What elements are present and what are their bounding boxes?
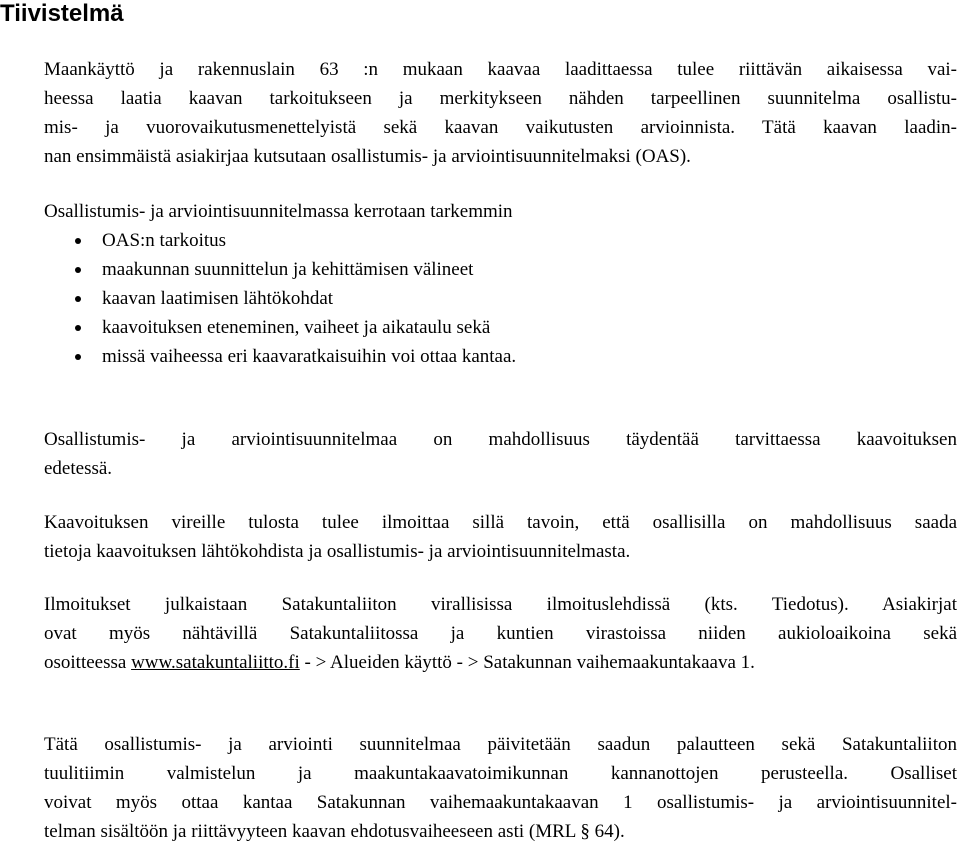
paragraph-line: Ilmoitukset julkaistaan Satakuntaliiton virallisissa ilmoituslehdissä (kts. Tiedotus). Asiakirjat (44, 594, 957, 615)
oas-contents-intro: Osallistumis- ja arviointisuunnitelmassa kerrotaan tarkemmin (44, 201, 513, 222)
list-item-text: kaavan laatimisen lähtökohdat (102, 288, 334, 309)
bullet-icon (75, 238, 81, 244)
bullet-icon (75, 354, 81, 360)
page-title: Tiivistelmä (0, 0, 124, 27)
paragraph-line: Tätä osallistumis- ja arviointi suunnitelmaa päivitetään saadun palautteen sekä Satakuntaliiton (44, 734, 957, 755)
paragraph-line: edetessä. (44, 458, 113, 479)
bullet-icon (75, 267, 81, 273)
list-item-text: kaavoituksen eteneminen, vaiheet ja aikataulu sekä (102, 317, 491, 338)
paragraph-line: Kaavoituksen vireille tulosta tulee ilmoittaa sillä tavoin, että osallisilla on mahdollisuus saada (44, 512, 957, 533)
paragraph-line (44, 648, 957, 677)
paragraph-line: voivat myös ottaa kantaa Satakunnan vaihemaakuntakaavan 1 osallistumis- ja arviointisuunnitel- (44, 792, 957, 813)
address-prefix: osoitteessa (44, 652, 132, 673)
paragraph-line: nan ensimmäistä asiakirjaa kutsutaan osallistumis- ja arviointisuunnitelmaksi (OAS). (44, 146, 691, 167)
bullet-icon (75, 325, 81, 331)
paragraph-line: heessa laatia kaavan tarkoitukseen ja merkitykseen nähden tarpeellinen suunnitelma osallistu- (44, 88, 957, 109)
list-item-text: missä vaiheessa eri kaavaratkaisuihin voi ottaa kantaa. (102, 346, 517, 367)
paragraph-line: Maankäyttö ja rakennuslain 63 :n mukaan kaavaa laadittaessa tulee riittävän aikaisessa vai- (44, 59, 957, 80)
paragraph-publications (44, 590, 957, 677)
list-item (44, 342, 516, 371)
list-item-text: OAS:n tarkoitus (102, 230, 227, 251)
list-item (44, 284, 516, 313)
list-item-text: maakunnan suunnittelun ja kehittämisen välineet (102, 259, 474, 280)
paragraph-notification (44, 508, 957, 566)
paragraph-line: Osallistumis- ja arviointisuunnitelmaa on mahdollisuus täydentää tarvittaessa kaavoituksen (44, 429, 957, 450)
paragraph-line: ovat myös nähtävillä Satakuntaliitossa ja kuntien virastoissa niiden aukioloaikoina sekä (44, 623, 957, 644)
paragraph-line: tietoja kaavoituksen lähtökohdista ja osallistumis- ja arviointisuunnitelmasta. (44, 541, 631, 562)
list-item (44, 226, 516, 255)
paragraph-line: mis- ja vuorovaikutusmenettelyistä sekä kaavan vaikutusten arvioinnista. Tätä kaavan laadin- (44, 117, 957, 138)
paragraph-updates (44, 730, 957, 846)
paragraph-supplement (44, 425, 957, 483)
paragraph-line: tuulitiimin valmistelun ja maakuntakaavatoimikunnan kannanottojen perusteella. Osalliset (44, 763, 957, 784)
oas-contents-list (44, 226, 516, 371)
list-item (44, 313, 516, 342)
bullet-icon (75, 296, 81, 302)
paragraph-intro (44, 55, 957, 171)
satakuntaliitto-link[interactable]: www.satakuntaliitto.fi (131, 652, 300, 673)
paragraph-line: telman sisältöön ja riittävyyteen kaavan ehdotusvaiheeseen asti (MRL § 64). (44, 821, 625, 842)
list-item (44, 255, 516, 284)
address-suffix: - > Alueiden käyttö - > Satakunnan vaihemaakuntakaava 1. (299, 652, 755, 673)
